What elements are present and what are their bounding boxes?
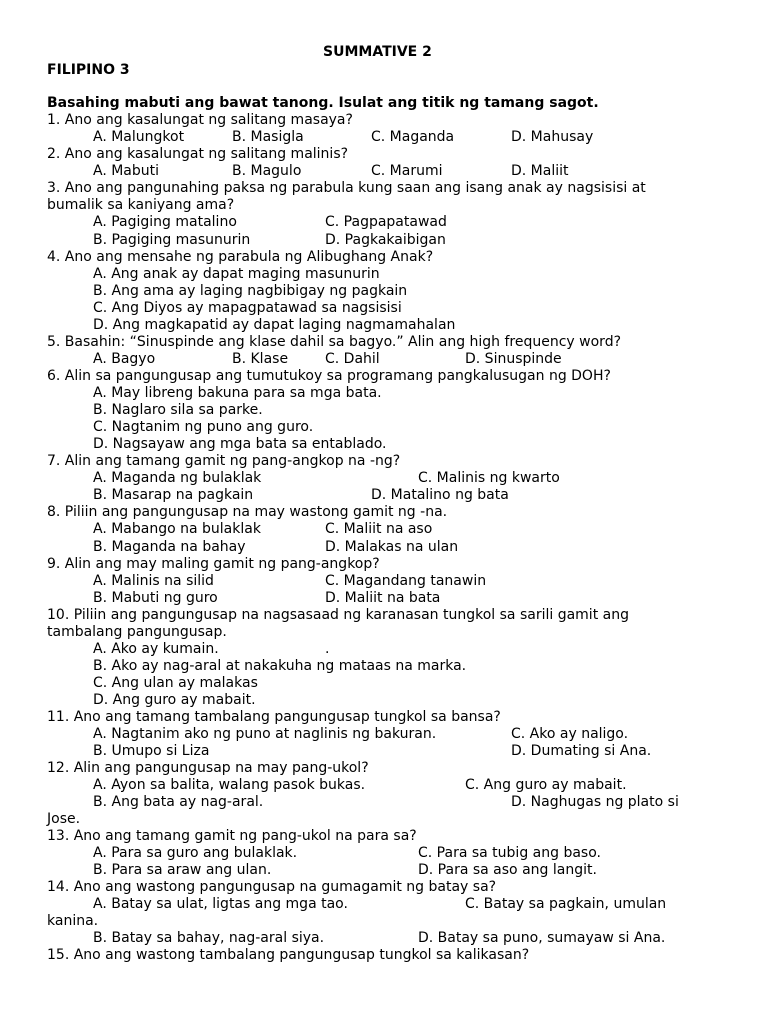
choice-8a: A. Mabango na bulaklak xyxy=(93,521,261,537)
choice-2b: B. Magulo xyxy=(232,163,302,179)
choice-8d: D. Malakas na ulan xyxy=(325,539,459,555)
question-6-stem: 6. Alin sa pangungusap ang tumutukoy sa programang pangkalusugan ng DOH? xyxy=(47,368,611,384)
choice-1b: B. Masigla xyxy=(232,129,304,145)
question-8-stem: 8. Piliin ang pangungusap na may wastong gamit ng -na. xyxy=(47,504,448,520)
choice-14d: D. Batay sa puno, sumayaw si Ana. xyxy=(418,930,666,946)
choice-4b: B. Ang ama ay laging nagbibigay ng pagkain xyxy=(93,283,408,299)
choice-1d: D. Mahusay xyxy=(511,129,594,145)
question-3-stem-line1: 3. Ano ang pangunahing paksa ng parabula kung saan ang isang anak ay nagsisisi at xyxy=(47,180,646,196)
choice-2a: A. Mabuti xyxy=(93,163,160,179)
choice-11a: A. Nagtanim ako ng puno at naglinis ng bakuran. xyxy=(93,726,437,742)
choice-9c: C. Magandang tanawin xyxy=(325,573,487,589)
choice-13a: A. Para sa guro ang bulaklak. xyxy=(93,845,298,861)
choice-11d: D. Dumating si Ana. xyxy=(511,743,652,759)
choice-12d-wrap: Jose. xyxy=(47,811,81,827)
choice-3a: A. Pagiging matalino xyxy=(93,214,237,230)
stray-dot: . xyxy=(325,641,330,657)
choice-4d: D. Ang magkapatid ay dapat laging nagmamahalan xyxy=(93,317,456,333)
choice-14c: C. Batay sa pagkain, umulan xyxy=(465,896,667,912)
choice-2c: C. Marumi xyxy=(371,163,443,179)
question-3-stem-line2: bumalik sa kaniyang ama? xyxy=(47,197,235,213)
choice-13b: B. Para sa araw ang ulan. xyxy=(93,862,272,878)
question-1-stem: 1. Ano ang kasalungat ng salitang masaya? xyxy=(47,112,353,128)
choice-10c: C. Ang ulan ay malakas xyxy=(93,675,258,691)
choice-5a: A. Bagyo xyxy=(93,351,156,367)
choice-5d: D. Sinuspinde xyxy=(465,351,562,367)
choice-11b: B. Umupo si Liza xyxy=(93,743,210,759)
choice-4a: A. Ang anak ay dapat maging masunurin xyxy=(93,266,380,282)
choice-1a: A. Malungkot xyxy=(93,129,185,145)
choice-6a: A. May libreng bakuna para sa mga bata. xyxy=(93,385,382,401)
question-9-stem: 9. Alin ang may maling gamit ng pang-angkop? xyxy=(47,556,380,572)
choice-9b: B. Mabuti ng guro xyxy=(93,590,218,606)
choice-5c: C. Dahil xyxy=(325,351,380,367)
question-10-stem-line1: 10. Piliin ang pangungusap na nagsasaad ng karanasan tungkol sa sarili gamit ang xyxy=(47,607,629,623)
question-13-stem: 13. Ano ang tamang gamit ng pang-ukol na para sa? xyxy=(47,828,417,844)
choice-9a: A. Malinis na silid xyxy=(93,573,214,589)
choice-14c-wrap: kanina. xyxy=(47,913,99,929)
subject-label: FILIPINO 3 xyxy=(47,62,130,78)
choice-1c: C. Maganda xyxy=(371,129,455,145)
choice-7a: A. Maganda ng bulaklak xyxy=(93,470,262,486)
choice-14a: A. Batay sa ulat, ligtas ang mga tao. xyxy=(93,896,348,912)
choice-12d: D. Naghugas ng plato si xyxy=(511,794,679,810)
choice-10b: B. Ako ay nag-aral at nakakuha ng mataas na marka. xyxy=(93,658,467,674)
question-5-stem: 5. Basahin: “Sinuspinde ang klase dahil sa bagyo.” Alin ang high frequency word? xyxy=(47,334,622,350)
choice-14b: B. Batay sa bahay, nag-aral siya. xyxy=(93,930,325,946)
choice-7d: D. Matalino ng bata xyxy=(371,487,509,503)
question-12-stem: 12. Alin ang pangungusap na may pang-ukol? xyxy=(47,760,369,776)
question-4-stem: 4. Ano ang mensahe ng parabula ng Alibughang Anak? xyxy=(47,249,434,265)
choice-12c: C. Ang guro ay mabait. xyxy=(465,777,627,793)
choice-5b: B. Klase xyxy=(232,351,289,367)
question-15-stem: 15. Ano ang wastong tambalang pangungusap tungkol sa kalikasan? xyxy=(47,947,530,963)
question-2-stem: 2. Ano ang kasalungat ng salitang malinis? xyxy=(47,146,349,162)
choice-12a: A. Ayon sa balita, walang pasok bukas. xyxy=(93,777,366,793)
choice-6b: B. Naglaro sila sa parke. xyxy=(93,402,263,418)
choice-6d: D. Nagsayaw ang mga bata sa entablado. xyxy=(93,436,387,452)
choice-7b: B. Masarap na pagkain xyxy=(93,487,254,503)
choice-8c: C. Maliit na aso xyxy=(325,521,433,537)
choice-3c: C. Pagpapatawad xyxy=(325,214,447,230)
choice-7c: C. Malinis ng kwarto xyxy=(418,470,560,486)
question-10-stem-line2: tambalang pangungusap. xyxy=(47,624,227,640)
choice-4c: C. Ang Diyos ay mapagpatawad sa nagsisisi xyxy=(93,300,402,316)
choice-2d: D. Maliit xyxy=(511,163,569,179)
choice-11c: C. Ako ay naligo. xyxy=(511,726,629,742)
instructions: Basahing mabuti ang bawat tanong. Isulat ang titik ng tamang sagot. xyxy=(47,95,599,111)
page-title: SUMMATIVE 2 xyxy=(323,44,432,60)
question-14-stem: 14. Ano ang wastong pangungusap na gumagamit ng batay sa? xyxy=(47,879,497,895)
choice-3d: D. Pagkakaibigan xyxy=(325,232,446,248)
choice-8b: B. Maganda na bahay xyxy=(93,539,246,555)
choice-3b: B. Pagiging masunurin xyxy=(93,232,251,248)
choice-6c: C. Nagtanim ng puno ang guro. xyxy=(93,419,314,435)
choice-13d: D. Para sa aso ang langit. xyxy=(418,862,597,878)
choice-12b: B. Ang bata ay nag-aral. xyxy=(93,794,264,810)
choice-10a: A. Ako ay kumain. xyxy=(93,641,219,657)
choice-9d: D. Maliit na bata xyxy=(325,590,441,606)
question-7-stem: 7. Alin ang tamang gamit ng pang-angkop na -ng? xyxy=(47,453,401,469)
choice-10d: D. Ang guro ay mabait. xyxy=(93,692,256,708)
question-11-stem: 11. Ano ang tamang tambalang pangungusap tungkol sa bansa? xyxy=(47,709,501,725)
choice-13c: C. Para sa tubig ang baso. xyxy=(418,845,601,861)
